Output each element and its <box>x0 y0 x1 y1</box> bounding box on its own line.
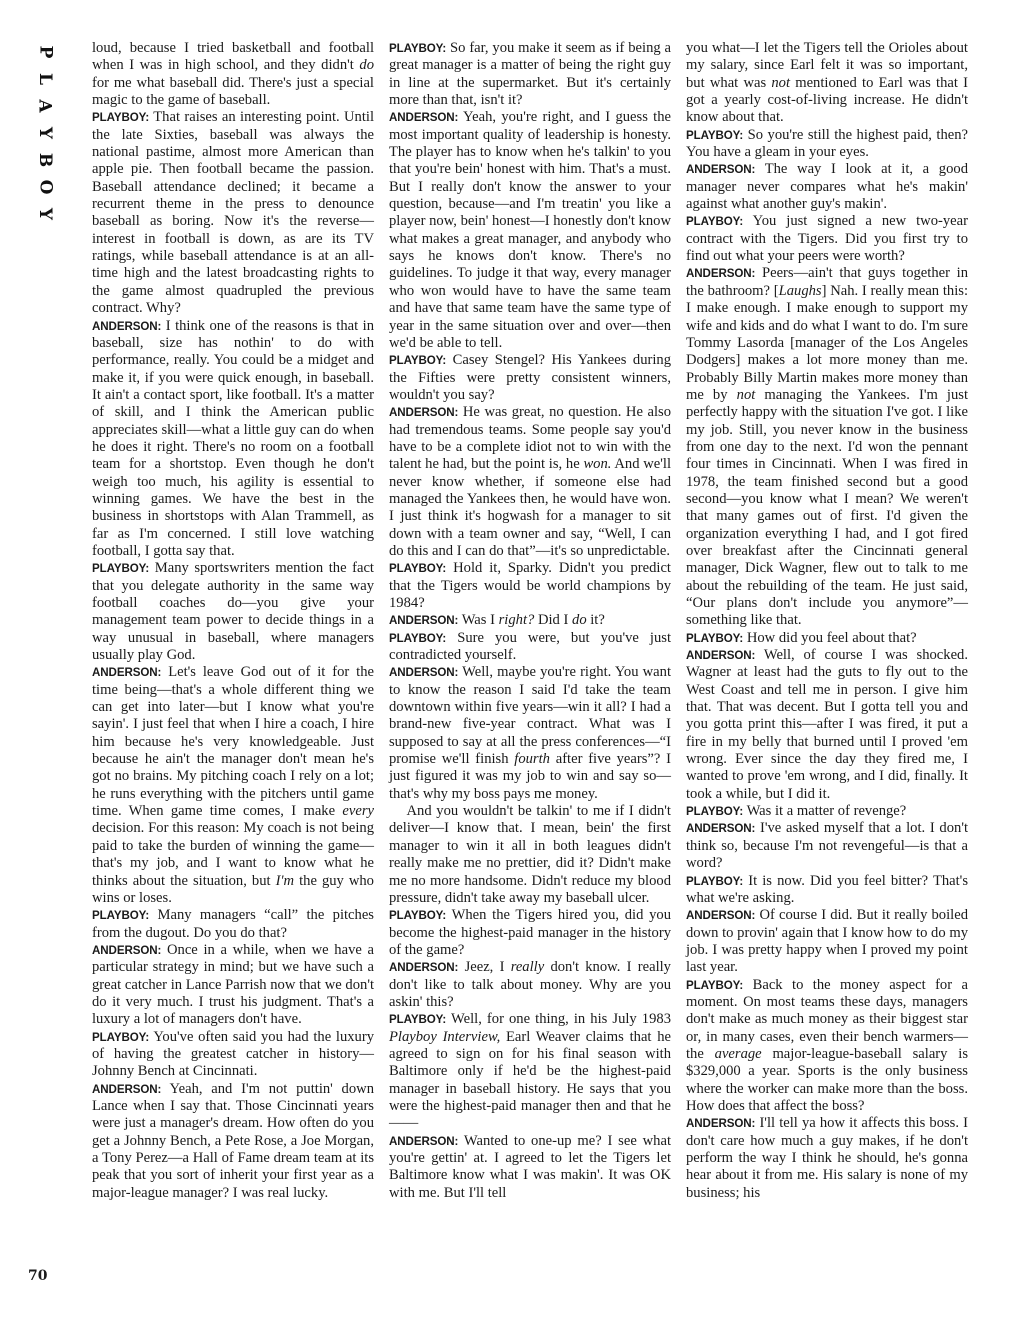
body-text: ] Nah. I really mean this: I make enough. I make enough to support my wife and kids and do what I want to do. I'm sure Tommy Lasorda [manager of the Los Angeles Dodgers] makes a lot more money than me. Probably Billy Martin makes more money than me by <box>686 282 968 403</box>
paragraph <box>389 664 671 803</box>
paragraph <box>92 942 374 1029</box>
paragraph <box>686 977 968 1116</box>
speaker-label: PLAYBOY: <box>389 1013 447 1027</box>
body-text: Yeah, you're right, and I guess the most important quality of leadership is honesty. The player has to know when he's talkin' to you that you're bein' honest with him. That's a must. But I really don't know the answer to your question, because—and I'm treatin' you like a player now, bein' honest—I honestly don't know what makes a great manager, and anybody who says he knows don't know. There's no guidelines. To judge it that way, every manager who won would have to have the same team and have that same team have the same type of year in the same situation over and over—then we'd be able to tell. <box>389 109 671 351</box>
italic-text: won. <box>583 456 612 473</box>
body-text: Sure you were, but you've just contradicted yourself. <box>389 629 671 664</box>
speaker-label: ANDERSON: <box>92 666 162 680</box>
body-text: loud, because I tried basketball and football when I was in high school, and they didn't <box>92 40 374 74</box>
paragraph <box>686 907 968 976</box>
body-text: Casey Stengel? His Yankees during the Fifties were pretty consistent winners, wouldn't you say? <box>389 352 671 403</box>
body-text: Jeez, I <box>458 959 511 976</box>
paragraph <box>686 873 968 908</box>
paragraph <box>92 318 374 561</box>
body-text: Once in a while, when we have a particular strategy in mind; but we have such a great catcher in Lance Parrish now that we don't do it very much. I trust his judgment. That's a luxury a lot of managers don't have. <box>92 941 374 1028</box>
paragraph <box>389 612 671 629</box>
speaker-label: PLAYBOY: <box>92 1030 150 1044</box>
paragraph <box>92 664 374 907</box>
paragraph <box>686 647 968 803</box>
masthead-letter: Y <box>34 207 55 221</box>
italic-text: every <box>342 803 374 820</box>
speaker-label: ANDERSON: <box>92 319 162 333</box>
body-text: He was great, no question. He also had tremendous teams. Some people say you'd have to be a complete idiot not to win with the talent he had, but the point is, he <box>389 404 671 473</box>
paragraph <box>92 1081 374 1202</box>
italic-text: right? <box>498 612 535 629</box>
body-text: Of course I did. But it really boiled down to provin' again that I know how to do my job. I was pretty happy when I proved my point last year. <box>686 907 968 976</box>
paragraph <box>92 109 374 317</box>
body-text: And we'll never know whether, if someone else had managed the Yankees then, he would have won. I just think it's hogwash for a manager to sit down with a team owner and say, “Well, I can do this and I can do that”—it's so unpredictable. <box>389 456 671 559</box>
speaker-label: PLAYBOY: <box>389 354 447 368</box>
body-text: Did I <box>534 612 573 629</box>
italic-text: not <box>771 74 791 91</box>
speaker-label: PLAYBOY: <box>686 215 744 229</box>
speaker-label: PLAYBOY: <box>686 631 744 645</box>
magazine-masthead <box>30 44 60 222</box>
body-text: the guy who wins or loses. <box>92 872 374 906</box>
speaker-label: PLAYBOY: <box>92 909 150 923</box>
body-text: Was I <box>458 612 499 629</box>
italic-text: not <box>736 386 756 403</box>
italic-text: do <box>359 57 374 74</box>
body-text: after five years”? I just figured it was my job to win and say so—that's why my boss pays me money. <box>389 751 671 802</box>
speaker-label: ANDERSON: <box>389 666 459 680</box>
body-text: Well, of course I was shocked. Wagner at least had the guts to fly out to the West Coast and tell me in person. I give him that. That was decent. But I gotta tell you and you gotta print this—after I was fired, it put a fire in my belly that burned until I proved 'em wrong. Ever since the day they fired me, I wanted to prove 'em wrong, and I did, finally. It took a while, but I did it. <box>686 647 968 802</box>
masthead-letter: O <box>35 179 55 195</box>
paragraph <box>389 109 671 352</box>
body-text: Well, maybe you're right. You want to know the reason I said I'd take the team downtown within five years—win it all? I had a brand-new five-year contract. What was I supposed to say at all the press conferences—“I promise we'll finish <box>389 664 671 768</box>
body-text: Many sportswriters mention the fact that you delegate authority in the same way football coaches do—you give your management team power to decide things in a way unusual in baseball, where managers usually play God. <box>92 560 374 664</box>
body-text: Yeah, and I'm not puttin' down Lance when I say that. Those Cincinnati years were just a manager's dream. How often do you get a Johnny Bench, a Pete Rose, a Joe Morgan, a Tony Perez—a Hall of Fame dream team at its peak that you sort of inherit your first year as a major-league manager? I was real lucky. <box>92 1080 374 1201</box>
body-text: Back to the money aspect for a moment. On most teams these days, managers don't make as much money as their biggest star or, in many cases, even their bench warmers—the <box>686 976 968 1062</box>
paragraph <box>389 959 671 1011</box>
body-text: When the Tigers hired you, did you become the highest-paid manager in the history of the game? <box>389 907 671 958</box>
speaker-label: PLAYBOY: <box>92 111 150 125</box>
body-text: So you're still the highest paid, then? You have a gleam in your eyes. <box>686 126 968 161</box>
paragraph <box>389 352 671 404</box>
page-number: 70 <box>28 1268 48 1284</box>
paragraph <box>389 803 671 907</box>
paragraph <box>389 1133 671 1202</box>
paragraph <box>92 560 374 664</box>
paragraph <box>686 630 968 647</box>
speaker-label: PLAYBOY: <box>686 805 744 819</box>
paragraph <box>92 907 374 942</box>
italic-text: average <box>714 1045 762 1062</box>
body-text: I think one of the reasons is that in baseball, size has nothin' to do with performance, really. You could be a midget and make it, if you were quick enough, in baseball. It ain't a contact sport, like football. It's a matter of skill, and I think the American public appreciates skill—what a little guy can do when he does it right. There's no room on a football team for a shortstop. Even though he don't weigh too much, his agility is essential to winning games. We have the best in the business in shortstops with Alan Trammell, as far as I'm concerned. I still love watching football, I gotta say that. <box>92 317 374 559</box>
speaker-label: ANDERSON: <box>389 1134 459 1148</box>
speaker-label: ANDERSON: <box>686 909 756 923</box>
paragraph <box>686 1115 968 1202</box>
body-text: It is now. Did you feel bitter? That's what we're asking. <box>686 872 968 906</box>
paragraph <box>686 40 968 127</box>
paragraph <box>389 630 671 665</box>
masthead-letter: P <box>34 45 55 59</box>
body-text: Peers—ain't that guys together in the bathroom? [ <box>686 265 968 299</box>
paragraph <box>92 1029 374 1081</box>
masthead-letter: A <box>34 99 55 113</box>
body-text: Was it a matter of revenge? <box>743 803 907 820</box>
speaker-label: ANDERSON: <box>686 267 756 281</box>
body-text: it? <box>586 612 605 629</box>
speaker-label: PLAYBOY: <box>389 42 447 55</box>
text-column-2 <box>389 40 671 1202</box>
body-text: managing the Yankees. I'm just perfectly happy with the situation I've got. I like my job. Still, you never know in the business from one day to the next. I'd won the pennant four times in Cincinnati. When I was fired in 1978, the team finished second but a good second—you know what I mean? We weren't that many games out of first. I'd given the organization everything I had, and I got fired over breakfast after the Cincinnati general manager, Dick Wagner, flew out to talk to me about the rebuilding of the team. He just said, “Our plans don't include you anymore”—something like that. <box>686 386 968 629</box>
body-text: you what—I let the Tigers tell the Orioles about my salary, since Earl felt it was so important, but what was <box>686 40 968 91</box>
body-text: Hold it, Sparky. Didn't you predict that the Tigers would be world champions by 1984? <box>389 560 671 611</box>
italic-text: fourth <box>514 751 550 768</box>
body-text: So far, you make it seem as if being a great manager is a matter of being the right guy in line at the supermarket. But it's certainly more than that, isn't it? <box>389 40 671 109</box>
body-text: The way I look at it, a good manager never compares what he's makin' against what another guy's makin'. <box>686 161 968 213</box>
body-text: mentioned to Earl was that I got a yearly cost-of-living increase. He didn't know about that. <box>686 74 968 126</box>
paragraph <box>686 213 968 265</box>
paragraph <box>389 1011 671 1132</box>
speaker-label: PLAYBOY: <box>389 631 447 645</box>
speaker-label: ANDERSON: <box>686 822 756 836</box>
body-text: Well, for one thing, in his July 1983 <box>446 1011 671 1028</box>
body-text: decision. For this reason: My coach is not being paid to take the burden of winning the game—that's my job, and I want to know what he thinks about the situation, but <box>92 820 374 889</box>
body-text: don't know. I really don't like to talk about money. Why are you askin' this? <box>389 959 671 1010</box>
text-column-3 <box>686 40 968 1202</box>
paragraph <box>389 40 671 109</box>
italic-text: I'm <box>275 872 295 889</box>
speaker-label: PLAYBOY: <box>686 978 744 992</box>
italic-text: Laughs <box>778 282 822 299</box>
speaker-label: PLAYBOY: <box>686 874 744 888</box>
body-text: Many managers “call” the pitches from the dugout. Do you do that? <box>92 907 374 941</box>
speaker-label: PLAYBOY: <box>686 128 744 142</box>
italic-text: Playboy Interview, <box>389 1028 501 1045</box>
paragraph <box>389 404 671 560</box>
speaker-label: ANDERSON: <box>92 943 162 957</box>
body-text: I'll tell ya how it affects this boss. I don't care how much a guy makes, if he don't perform the way I think he should, he's gonna hear about it from me. His salary is none of my business; his <box>686 1115 968 1201</box>
speaker-label: ANDERSON: <box>686 1117 756 1131</box>
paragraph <box>686 820 968 872</box>
body-text: major-league-baseball salary is $329,000 a year. Sports is the only business where the worker can make more than the boss. How does that affect the boss? <box>686 1045 969 1114</box>
paragraph <box>686 265 968 629</box>
body-text: Earl Weaver claims that he agreed to sign on for his final season with Baltimore only if he'd be the highest-paid manager in baseball history. He says that you were the highest-paid manager then and that he—— <box>389 1028 672 1132</box>
speaker-label: ANDERSON: <box>389 111 459 125</box>
paragraph <box>389 560 671 612</box>
speaker-label: ANDERSON: <box>686 649 756 663</box>
italic-text: really <box>510 959 545 976</box>
paragraph <box>686 127 968 162</box>
body-text: That raises an interesting point. Until the late Sixties, baseball was always the national pastime, almost more American than apple pie. Then football became the passion. Baseball attendance declined; it became a recurrent theme in the press to denounce baseball as boring. Now it's the reverse—interest in football is down, as are its TV ratings, while baseball attendance is at an all-time high and the latest broadcasting rights to the game almost quadrupled the previous contract. Why? <box>92 109 374 317</box>
body-text: You've often said you had the luxury of having the greatest catcher in history—Johnny Bench at Cincinnati. <box>92 1028 374 1080</box>
body-text: Wanted to one-up me? I see what you're gettin' at. I agreed to let the Tigers let Baltimore know what I was makin'. It was OK with me. But I'll tell <box>389 1132 671 1201</box>
body-text: I've asked myself that a lot. I don't think so, because I'm not revengeful—is that a word? <box>686 820 968 872</box>
body-text: You just signed a new two-year contract with the Tigers. Did you first try to find out what your peers were worth? <box>686 213 968 265</box>
body-text: Let's leave God out of it for the time being—that's a whole different thing we can get into later—but I know what you're sayin'. I just feel that when I hire a coach, I hire him because he's very knowledgeable. Just because he ain't the manager don't mean he's got no brains. My pitching coach I rely on a lot; he runs everything with the pitchers until game time. When game time comes, I make <box>92 664 374 820</box>
speaker-label: PLAYBOY: <box>92 562 150 576</box>
paragraph <box>686 803 968 820</box>
speaker-label: ANDERSON: <box>389 614 459 628</box>
masthead-letter: Y <box>34 126 55 140</box>
text-column-1 <box>92 40 374 1202</box>
masthead-letter: B <box>35 152 55 168</box>
body-text: And you wouldn't be talkin' to me if I didn't deliver—I know that. I mean, bein' the first manager to win it all in both leagues didn't really make me no prettier, did it? Didn't make me no more handsome. Didn't reduce my blood pressure, didn't take away my baseball ulcer. <box>389 803 671 906</box>
masthead-letter: L <box>34 73 55 85</box>
paragraph <box>92 40 374 109</box>
speaker-label: PLAYBOY: <box>389 909 447 923</box>
speaker-label: ANDERSON: <box>389 961 459 975</box>
speaker-label: PLAYBOY: <box>389 562 447 576</box>
speaker-label: ANDERSON: <box>389 406 459 420</box>
paragraph <box>686 161 968 213</box>
paragraph <box>389 907 671 959</box>
speaker-label: ANDERSON: <box>92 1082 162 1096</box>
body-text: How did you feel about that? <box>743 629 917 646</box>
speaker-label: ANDERSON: <box>686 163 756 177</box>
italic-text: do <box>572 612 587 629</box>
body-text: for me what baseball did. There's just a special magic to the game of baseball. <box>92 74 374 109</box>
